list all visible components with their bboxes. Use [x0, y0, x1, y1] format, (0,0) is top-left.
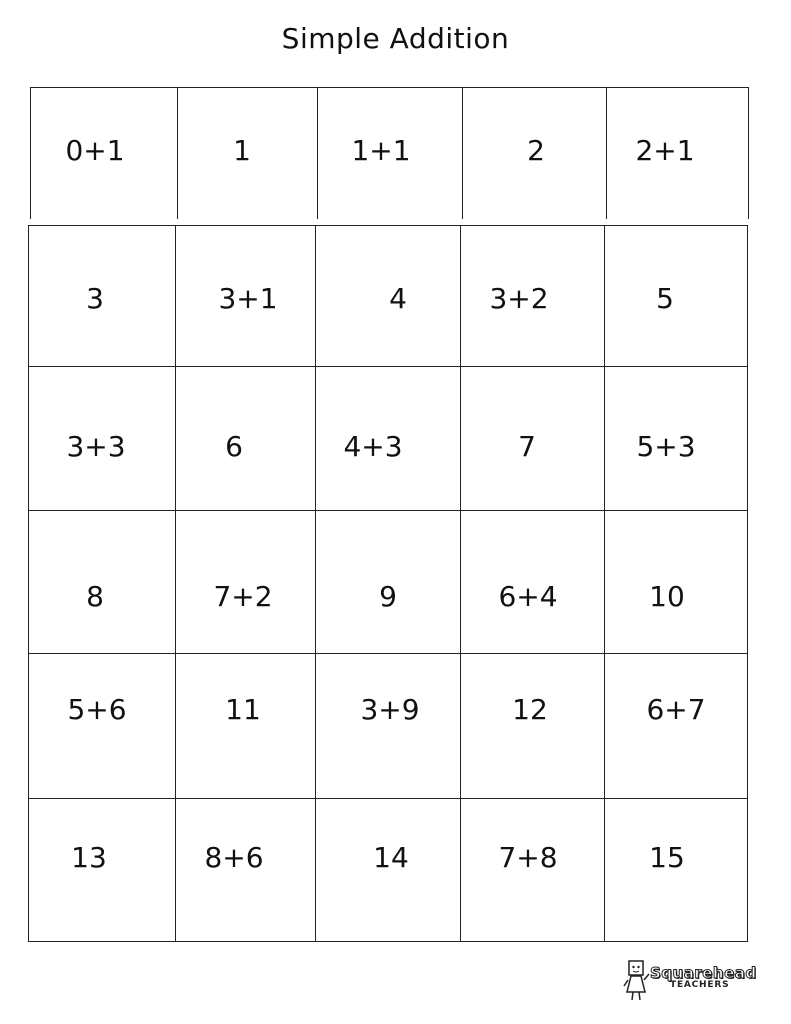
logo-wordmark: Squarehead	[650, 964, 757, 982]
card-text: 13	[71, 841, 107, 874]
card	[460, 798, 606, 942]
card	[28, 653, 177, 800]
card-text: 1	[233, 134, 251, 167]
card-text: 3+1	[218, 282, 278, 315]
card	[315, 510, 462, 655]
card-text: 7	[518, 430, 536, 463]
card	[460, 366, 606, 512]
card-text: 12	[512, 693, 548, 726]
card-text: 5+3	[636, 430, 696, 463]
card	[317, 87, 464, 219]
card	[462, 87, 608, 219]
card-text: 9	[379, 580, 397, 613]
card	[175, 366, 317, 512]
card-text: 3+2	[489, 282, 549, 315]
teacher-figure-icon	[622, 958, 652, 1002]
card	[175, 510, 317, 655]
card-text: 5	[656, 282, 674, 315]
card-text: 4+3	[343, 430, 403, 463]
card	[604, 653, 748, 800]
card-text: 6	[225, 430, 243, 463]
card-text: 10	[649, 580, 685, 613]
card	[460, 225, 606, 367]
card-text: 15	[649, 841, 685, 874]
card	[177, 87, 319, 219]
card-text: 4	[389, 282, 407, 315]
card-text: 8	[86, 580, 104, 613]
card	[315, 225, 462, 367]
page-title: Simple Addition	[281, 22, 510, 55]
card	[460, 653, 606, 800]
card	[315, 366, 462, 512]
card	[175, 798, 317, 942]
card-text: 2	[527, 134, 545, 167]
card	[604, 366, 748, 512]
card-text: 6+4	[498, 580, 558, 613]
card-text: 1+1	[351, 134, 411, 167]
card	[604, 225, 748, 367]
card	[175, 653, 317, 800]
logo-subtitle: TEACHERS	[670, 980, 730, 990]
card	[604, 798, 748, 942]
card-text: 8+6	[204, 841, 264, 874]
card-text: 11	[225, 693, 261, 726]
card-text: 7+8	[498, 841, 558, 874]
card-text: 6+7	[646, 693, 706, 726]
brand-logo	[622, 958, 757, 1002]
card	[315, 798, 462, 942]
card	[175, 225, 317, 367]
card-text: 14	[373, 841, 409, 874]
card-text: 5+6	[67, 693, 127, 726]
card-text: 3+3	[66, 430, 126, 463]
card-text: 0+1	[65, 134, 125, 167]
card-text: 7+2	[213, 580, 273, 613]
card	[28, 225, 177, 367]
card-text: 2+1	[635, 134, 695, 167]
card-text: 3	[86, 282, 104, 315]
card	[606, 87, 749, 219]
card	[28, 366, 177, 512]
card-text: 3+9	[360, 693, 420, 726]
card	[460, 510, 606, 655]
card	[28, 798, 177, 942]
card	[315, 653, 462, 800]
card	[30, 87, 179, 219]
card	[604, 510, 748, 655]
card	[28, 510, 177, 655]
